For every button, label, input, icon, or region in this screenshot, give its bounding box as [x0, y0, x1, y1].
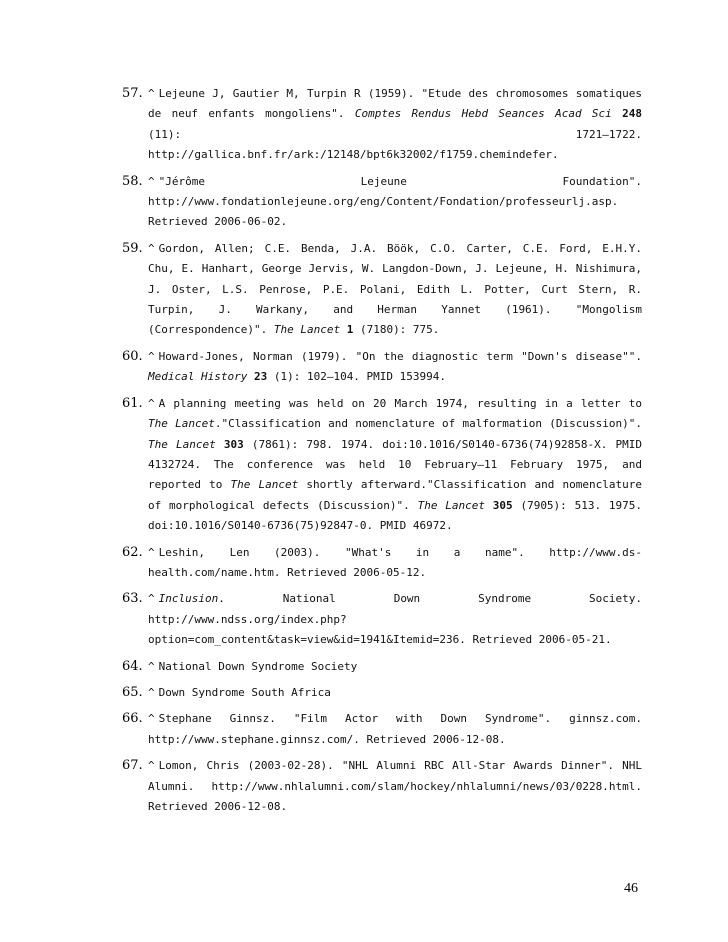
reference-italic-text: The Lancet	[148, 417, 215, 431]
reference-number: 62.	[122, 544, 143, 560]
reference-text: Lomon, Chris (2003-02-28). "NHL Alumni RBC All-Star Awards Dinner". NHL Alumni. http://www.nhlalumni.com/slam/hockey/nhlalumni/news/03/0228.html. Retrieved 2006-12-08.	[148, 759, 642, 813]
reference-italic-text: The Lancet	[230, 478, 299, 492]
reference-text	[340, 323, 347, 336]
reference-text: (7905): 513. 1975. doi:10.1016/S0140-6736(75)92847-0. PMID 46972.	[148, 498, 642, 533]
reference-number: 67.	[122, 758, 143, 774]
reference-text: "Jérôme Lejeune Foundation". http://www.fondationlejeune.org/eng/Content/Fondation/professeurlj.asp. Retrieved 2006-06-02.	[148, 174, 642, 229]
reference-list	[122, 84, 642, 823]
reference-text: National Down Syndrome Society	[158, 659, 358, 673]
reference-number: 65.	[122, 684, 143, 700]
reference-item	[122, 84, 642, 166]
reference-text	[612, 107, 622, 120]
reference-number: 64.	[122, 658, 143, 674]
reference-text: ."Classification and nomenclature of malformation (Discussion)".	[214, 417, 643, 431]
backlink-caret[interactable]: ^	[148, 685, 155, 699]
reference-text: Leshin, Len (2003). "What's in a name". http://www.ds-health.com/name.htm. Retrieved 2006-05-12.	[148, 545, 642, 579]
reference-item	[122, 347, 642, 388]
reference-number: 60.	[122, 348, 143, 364]
reference-text: (7180): 775.	[353, 323, 440, 337]
reference-volume: 305	[492, 498, 513, 512]
reference-item	[122, 172, 642, 233]
reference-text: . National Down Syndrome Society. http://www.ndss.org/index.php?option=com_content&task=view&id=1941&Itemid=236. Retrieved 2006-05-21.	[148, 592, 642, 647]
reference-item	[122, 543, 642, 584]
backlink-caret[interactable]: ^	[148, 241, 155, 255]
reference-italic-text: Inclusion	[158, 592, 219, 606]
reference-item	[122, 589, 642, 650]
reference-italic-text: The Lancet	[148, 437, 216, 451]
reference-text: Howard-Jones, Norman (1979). "On the diagnostic term "Down's disease"".	[158, 349, 642, 363]
reference-italic-text: The Lancet	[417, 498, 485, 512]
backlink-caret[interactable]: ^	[148, 545, 155, 559]
reference-volume: 1	[346, 323, 354, 337]
reference-item	[122, 394, 642, 537]
reference-number: 63.	[122, 591, 143, 607]
backlink-caret[interactable]: ^	[148, 592, 155, 606]
backlink-caret[interactable]: ^	[148, 349, 155, 363]
reference-text: Lejeune J, Gautier M, Turpin R (1959). "Etude des chromosomes somatiques de neuf enfants mongoliens".	[148, 87, 642, 121]
reference-text: Gordon, Allen; C.E. Benda, J.A. Böök, C.O. Carter, C.E. Ford, E.H.Y. Chu, E. Hanhart, George Jervis, W. Langdon-Down, J. Lejeune, H. Nishimura, J. Oster, L.S. Penrose, P.E. Polani, Edith L. Potter, Curt Stern, R. Turpin, J. Warkany, and Herman Yannet (1961). "Mongolism (Correspondence)".	[148, 241, 642, 337]
reference-text: (7861): 798. 1974. doi:10.1016/S0140-6736(74)92858-X. PMID 4132724. The conference was held 10 February–11 February 1975, and reported to	[148, 437, 643, 492]
reference-text	[247, 370, 254, 383]
reference-text: Stephane Ginnsz. "Film Actor with Down Syndrome". ginnsz.com. http://www.stephane.ginnsz.com/. Retrieved 2006-12-08.	[148, 712, 642, 746]
reference-number: 58.	[122, 173, 143, 189]
reference-number: 57.	[122, 86, 143, 101]
reference-volume: 23	[253, 370, 268, 384]
reference-italic-text: Comptes Rendus Hebd Seances Acad Sci	[354, 107, 612, 121]
reference-item	[122, 756, 642, 817]
reference-item	[122, 683, 642, 703]
reference-italic-text: The Lancet	[273, 323, 341, 337]
reference-italic-text: Medical History	[148, 370, 248, 384]
reference-item	[122, 239, 642, 341]
backlink-caret[interactable]: ^	[148, 87, 155, 100]
reference-volume: 303	[223, 437, 244, 451]
reference-item	[122, 709, 642, 750]
reference-text	[216, 438, 224, 451]
reference-text: A planning meeting was held on 20 March 1974, resulting in a letter to	[158, 396, 642, 410]
reference-text: (11): 1721–1722. http://gallica.bnf.fr/ark:/12148/bpt6k32002/f1759.chemindefer.	[148, 127, 642, 162]
page-number: 46	[624, 881, 638, 896]
reference-text	[485, 499, 493, 512]
reference-text: Down Syndrome South Africa	[158, 685, 331, 699]
reference-volume: 248	[622, 107, 642, 121]
backlink-caret[interactable]: ^	[148, 174, 155, 188]
reference-item	[122, 657, 642, 677]
reference-number: 61.	[122, 395, 143, 411]
reference-text: shortly afterward."Classification and nomenclature of morphological defects (Discussion)".	[148, 478, 642, 512]
reference-number: 59.	[122, 240, 143, 256]
backlink-caret[interactable]: ^	[148, 396, 155, 410]
backlink-caret[interactable]: ^	[148, 659, 155, 673]
backlink-caret[interactable]: ^	[148, 712, 155, 726]
reference-number: 66.	[122, 711, 143, 727]
reference-text: (1): 102–104. PMID 153994.	[267, 370, 447, 384]
backlink-caret[interactable]: ^	[148, 759, 155, 773]
